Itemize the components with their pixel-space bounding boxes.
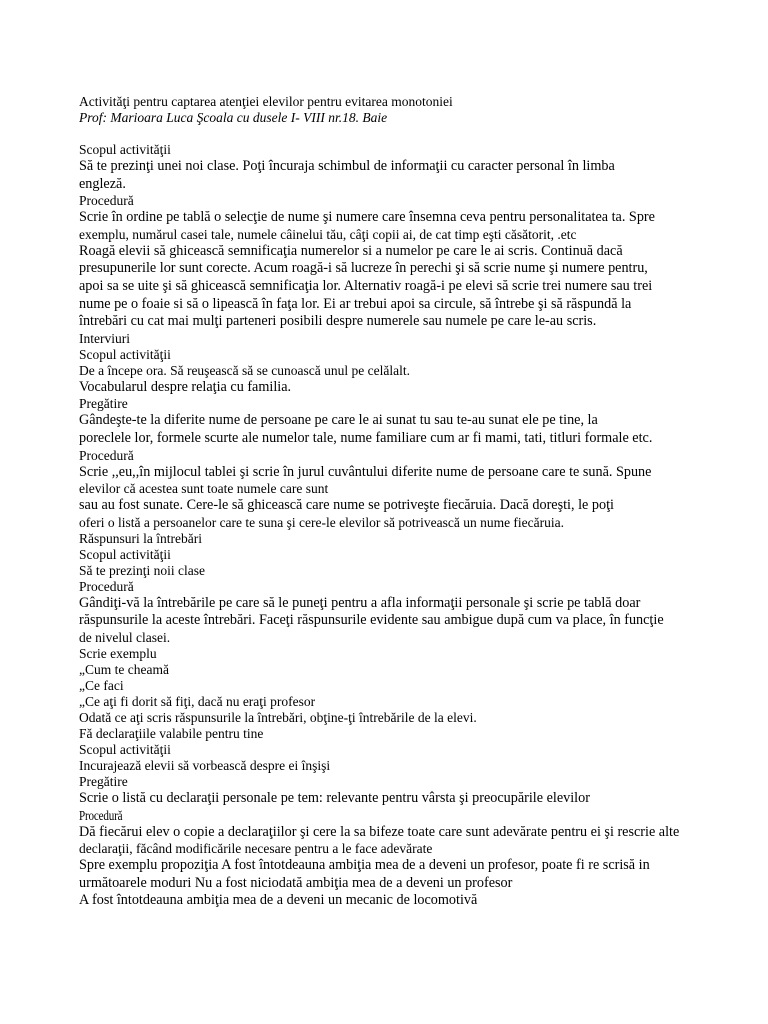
text-line: următoarele moduri Nu a fost niciodată ambiţia mea de a deveni un profesor [79,874,513,891]
text-line: răspunsurile la aceste întrebări. Faceţi răspunsurile evidente sau ambigue după cum va place, în funcţie [79,612,664,629]
text-line: nume pe o foaie si să o lipească în faţa lor. Ei ar trebui apoi sa circule, să întrebe şi să răspundă la [79,295,632,312]
text-line: apoi sa se uite şi să ghicească semnificaţia lor. Alternativ roagă-i pe elevi să scrie trei numere sau trei [79,277,653,294]
list-item: „Cum te cheamă [79,661,169,677]
text-line: engleză. [79,175,126,192]
text-line: Roagă elevii să ghicească semnificaţia numerelor si a numelor pe care le ai scris. Continuă dacă [79,242,623,259]
text-line: întrebări cu cat mai mulţi parteneri posibili despre numerele sau numele pe care le-au scris. [79,313,597,330]
text-line: de nivelul clasei. [79,629,171,645]
text-line: Gândeşte-te la diferite nume de persoane pe care le ai sunat tu sau te-au sunat ele pe tine, la [79,412,598,429]
section-heading: Procedură [79,578,134,594]
section-heading: Scopul activităţii [79,142,171,157]
text-line: declaraţii, făcând modificările necesare pentru a le face adevărate [79,841,433,857]
text-line: Dă fiecărui elev o copie a declaraţiilor şi cere la sa bifeze toate care sunt adevărate pentru ei şi rescrie alte [79,823,680,840]
text-line: sau au fost sunate. Cere-le să ghicească care nume se potriveşte fiecăruia. Dacă doreşti, le poţi [79,497,614,514]
text-line: Incurajează elevii să vorbească despre ei înşişi [79,757,331,773]
text-line: Scrie ,,eu,,în mijlocul tablei şi scrie în jurul cuvântului diferite nume de persoane care te sună. Spune [79,463,652,480]
text-line: exemplu, numărul casei tale, numele câinelui tău, câţi copii ai, de cat timp eşti căsătorit, .etc [79,226,577,242]
procedure-heading-condensed: Procedură [79,807,123,823]
text-line: Spre exemplu propoziţia A fost întotdeauna ambiţia mea de a deveni un profesor, poate fi re scrisă in [79,857,650,874]
section-heading: Procedură [79,193,134,209]
text-line: Odată ce aţi scris răspunsurile la întrebări, obţine-ţi întrebările de la elevi. [79,709,477,725]
section-heading: Scopul activităţii [79,741,171,757]
section-heading: Interviuri [79,330,130,346]
list-item: „Ce aţi fi dorit să fiţi, dacă nu eraţi profesor [79,693,316,709]
text-line: Vocabularul despre relaţia cu familia. [79,378,292,395]
section-heading: Procedură [79,447,134,463]
document-author: Prof: Marioara Luca Şcoala cu dusele I- VIII nr.18. Baie [79,110,388,125]
section-heading: Scopul activităţii [79,346,171,362]
section-heading: Fă declaraţiile valabile pentru tine [79,725,264,741]
text-line: De a începe ora. Să reuşească să se cunoască unul pe celălalt. [79,362,410,378]
paragraph-gap [79,126,719,142]
text-line: Gândiţi-vă la întrebările pe care să le puneţi pentru a afla informaţii personale şi scrie pe tablă doar [79,594,641,611]
text-line: A fost întotdeauna ambiţia mea de a deveni un mecanic de locomotivă [79,892,478,909]
section-heading: Scrie exemplu [79,645,157,661]
document-body [79,94,719,910]
text-line: poreclele lor, formele scurte ale numelor tale, nume familiare cum ar fi mami, tati, titluri formale etc. [79,429,653,446]
section-heading: Pregătire [79,773,128,789]
section-heading [79,808,719,824]
text-line: Scrie o listă cu declaraţii personale pe tem: relevante pentru vârsta şi preocupările elevilor [79,789,590,806]
text-line: Să te prezinţi noii clase [79,562,205,578]
text-line: oferi o listă a persoanelor care te suna şi cere-le elevilor să potrivească un nume fiecăruia. [79,514,565,530]
section-heading: Pregătire [79,396,128,412]
text-line: Scrie în ordine pe tablă o selecţie de nume şi numere care însemna ceva pentru personalitatea ta. Spre [79,209,655,226]
section-heading: Răspunsuri la întrebări [79,530,202,546]
text-line: elevilor că acestea sunt toate numele care sunt [79,481,329,497]
text-line: Să te prezinţi unei noi clase. Poţi încuraja schimbul de informaţii cu caracter personal în limba [79,158,615,174]
list-item: „Ce faci [79,677,124,693]
section-heading: Scopul activităţii [79,546,171,562]
document-title: Activităţi pentru captarea atenţiei elevilor pentru evitarea monotoniei [79,94,453,109]
text-line: presupunerile lor sunt corecte. Acum roagă-i să lucreze în perechi şi să scrie nume şi numere pentru, [79,260,648,277]
